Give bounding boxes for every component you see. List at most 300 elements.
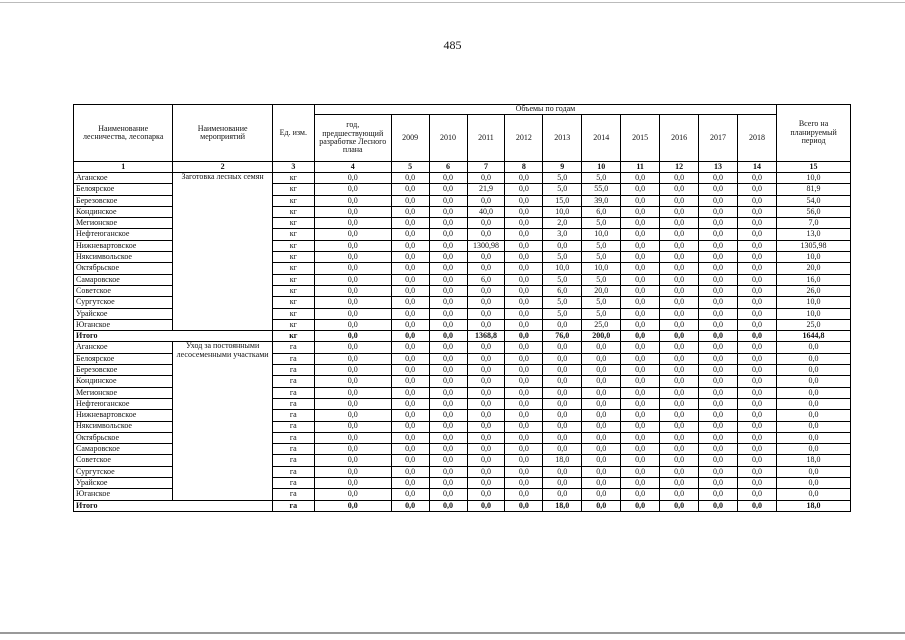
value-cell: 0,0	[467, 285, 505, 296]
header-volumes-by-year: Объемы по годам	[314, 105, 776, 115]
forestry-name: Нефтеюганское	[74, 398, 173, 409]
value-cell: 0,0	[314, 432, 391, 443]
value-cell: 0,0	[467, 444, 505, 455]
value-cell: 0,0	[391, 478, 429, 489]
value-cell: 0,0	[699, 444, 738, 455]
unit-cell: га	[272, 376, 314, 387]
unit-cell: кг	[272, 173, 314, 184]
header-year-2011: 2011	[467, 115, 505, 162]
forestry-name: Няксимвольское	[74, 421, 173, 432]
unit-cell: га	[272, 365, 314, 376]
value-cell: 0,0	[314, 410, 391, 421]
value-cell: 0,0	[738, 489, 777, 500]
column-number: 13	[699, 162, 738, 173]
forestry-name: Кондинское	[74, 376, 173, 387]
value-cell: 0,0	[660, 432, 699, 443]
header-year-2010: 2010	[429, 115, 467, 162]
value-cell: 0,0	[467, 398, 505, 409]
value-cell: 0,0	[391, 319, 429, 330]
unit-cell: кг	[272, 308, 314, 319]
value-cell: 0,0	[467, 478, 505, 489]
value-cell: 3,0	[543, 229, 582, 240]
value-cell: 0,0	[505, 263, 543, 274]
value-cell: 0,0	[699, 240, 738, 251]
forest-plan-table	[73, 104, 851, 512]
value-cell: 0,0	[621, 421, 660, 432]
value-cell: 0,0	[314, 342, 391, 353]
value-cell: 0,0	[738, 252, 777, 263]
value-cell: 0,0	[660, 387, 699, 398]
row-total-cell: 10,0	[777, 252, 851, 263]
value-cell: 0,0	[467, 263, 505, 274]
row-total-cell: 0,0	[777, 444, 851, 455]
value-cell: 0,0	[429, 218, 467, 229]
value-cell: 5,0	[543, 308, 582, 319]
value-cell: 6,0	[543, 285, 582, 296]
value-cell: 0,0	[699, 466, 738, 477]
value-cell: 0,0	[543, 319, 582, 330]
value-cell: 0,0	[314, 195, 391, 206]
unit-cell: кг	[272, 274, 314, 285]
unit-cell: кг	[272, 184, 314, 195]
value-cell: 0,0	[391, 432, 429, 443]
value-cell: 10,0	[543, 206, 582, 217]
value-cell: 0,0	[699, 478, 738, 489]
value-cell: 0,0	[738, 365, 777, 376]
column-number: 14	[738, 162, 777, 173]
value-cell: 0,0	[660, 297, 699, 308]
row-total-cell: 13,0	[777, 229, 851, 240]
value-cell: 0,0	[505, 297, 543, 308]
value-cell: 0,0	[505, 421, 543, 432]
forestry-name: Октябрьское	[74, 432, 173, 443]
value-cell: 0,0	[738, 500, 777, 511]
value-cell: 0,0	[391, 444, 429, 455]
value-cell: 0,0	[738, 319, 777, 330]
unit-cell: га	[272, 398, 314, 409]
value-cell: 0,0	[314, 274, 391, 285]
value-cell: 0,0	[582, 376, 621, 387]
value-cell: 0,0	[429, 206, 467, 217]
value-cell: 0,0	[699, 285, 738, 296]
value-cell: 0,0	[391, 421, 429, 432]
row-total-cell: 56,0	[777, 206, 851, 217]
value-cell: 0,0	[505, 342, 543, 353]
forestry-name: Аганское	[74, 342, 173, 353]
forestry-name: Нижневартовское	[74, 240, 173, 251]
value-cell: 10,0	[582, 263, 621, 274]
value-cell: 0,0	[582, 500, 621, 511]
value-cell: 0,0	[738, 455, 777, 466]
value-cell: 0,0	[738, 274, 777, 285]
value-cell: 0,0	[505, 274, 543, 285]
value-cell: 0,0	[621, 263, 660, 274]
value-cell: 0,0	[699, 342, 738, 353]
value-cell: 0,0	[621, 285, 660, 296]
value-cell: 0,0	[621, 410, 660, 421]
column-number: 9	[543, 162, 582, 173]
total-row	[74, 331, 851, 342]
value-cell: 0,0	[621, 195, 660, 206]
row-total-cell: 0,0	[777, 398, 851, 409]
value-cell: 0,0	[582, 444, 621, 455]
value-cell: 0,0	[621, 252, 660, 263]
value-cell: 0,0	[429, 252, 467, 263]
column-number: 7	[467, 162, 505, 173]
value-cell: 0,0	[660, 308, 699, 319]
value-cell: 0,0	[429, 285, 467, 296]
value-cell: 0,0	[467, 342, 505, 353]
header-year-2016: 2016	[660, 115, 699, 162]
value-cell: 0,0	[467, 365, 505, 376]
value-cell: 0,0	[621, 398, 660, 409]
value-cell: 0,0	[699, 398, 738, 409]
value-cell: 0,0	[543, 466, 582, 477]
value-cell: 0,0	[314, 206, 391, 217]
value-cell: 5,0	[582, 240, 621, 251]
value-cell: 0,0	[505, 252, 543, 263]
header-year-2015: 2015	[621, 115, 660, 162]
row-total-cell: 0,0	[777, 489, 851, 500]
value-cell: 0,0	[699, 353, 738, 364]
value-cell: 0,0	[699, 173, 738, 184]
header-activity: Наименование мероприятий	[173, 105, 272, 162]
value-cell: 0,0	[738, 432, 777, 443]
value-cell: 5,0	[543, 252, 582, 263]
value-cell: 0,0	[391, 410, 429, 421]
value-cell: 0,0	[429, 376, 467, 387]
forestry-name: Сургутское	[74, 297, 173, 308]
column-number: 3	[272, 162, 314, 173]
value-cell: 0,0	[429, 489, 467, 500]
value-cell: 0,0	[429, 421, 467, 432]
value-cell: 0,0	[660, 444, 699, 455]
value-cell: 0,0	[738, 240, 777, 251]
unit-cell: кг	[272, 252, 314, 263]
forestry-name: Нефтеюганское	[74, 229, 173, 240]
unit-cell: кг	[272, 285, 314, 296]
value-cell: 0,0	[314, 240, 391, 251]
unit-cell: га	[272, 387, 314, 398]
value-cell: 0,0	[543, 432, 582, 443]
unit-cell: га	[272, 444, 314, 455]
value-cell: 0,0	[582, 478, 621, 489]
value-cell: 0,0	[391, 252, 429, 263]
row-total-cell: 0,0	[777, 410, 851, 421]
row-total-cell: 0,0	[777, 478, 851, 489]
value-cell: 200,0	[582, 331, 621, 342]
value-cell: 0,0	[505, 478, 543, 489]
value-cell: 0,0	[429, 410, 467, 421]
value-cell: 40,0	[467, 206, 505, 217]
value-cell: 0,0	[621, 240, 660, 251]
value-cell: 0,0	[660, 184, 699, 195]
value-cell: 0,0	[699, 252, 738, 263]
value-cell: 0,0	[314, 331, 391, 342]
value-cell: 76,0	[543, 331, 582, 342]
value-cell: 0,0	[467, 500, 505, 511]
value-cell: 0,0	[543, 398, 582, 409]
value-cell: 0,0	[543, 240, 582, 251]
value-cell: 0,0	[391, 466, 429, 477]
unit-cell: кг	[272, 331, 314, 342]
value-cell: 0,0	[699, 308, 738, 319]
value-cell: 15,0	[543, 195, 582, 206]
value-cell: 0,0	[621, 308, 660, 319]
forestry-name: Березовское	[74, 365, 173, 376]
value-cell: 0,0	[314, 398, 391, 409]
value-cell: 0,0	[699, 184, 738, 195]
value-cell: 5,0	[582, 252, 621, 263]
header-year-2012: 2012	[505, 115, 543, 162]
value-cell: 0,0	[429, 297, 467, 308]
value-cell: 0,0	[621, 218, 660, 229]
value-cell: 0,0	[429, 387, 467, 398]
value-cell: 0,0	[314, 173, 391, 184]
unit-cell: га	[272, 421, 314, 432]
row-total-cell: 0,0	[777, 365, 851, 376]
value-cell: 0,0	[467, 353, 505, 364]
value-cell: 0,0	[738, 285, 777, 296]
value-cell: 0,0	[738, 410, 777, 421]
value-cell: 0,0	[505, 353, 543, 364]
value-cell: 0,0	[738, 398, 777, 409]
row-total-cell: 0,0	[777, 466, 851, 477]
unit-cell: га	[272, 466, 314, 477]
value-cell: 0,0	[391, 285, 429, 296]
forestry-name: Урайское	[74, 308, 173, 319]
value-cell: 0,0	[391, 331, 429, 342]
header-year-2017: 2017	[699, 115, 738, 162]
row-total-cell: 10,0	[777, 173, 851, 184]
value-cell: 0,0	[660, 195, 699, 206]
forestry-name: Самаровское	[74, 444, 173, 455]
value-cell: 0,0	[738, 308, 777, 319]
value-cell: 0,0	[699, 410, 738, 421]
value-cell: 0,0	[505, 308, 543, 319]
value-cell: 0,0	[429, 342, 467, 353]
value-cell: 0,0	[660, 206, 699, 217]
value-cell: 0,0	[505, 229, 543, 240]
total-label: Итого	[74, 331, 273, 342]
value-cell: 5,0	[543, 173, 582, 184]
value-cell: 0,0	[505, 500, 543, 511]
value-cell: 0,0	[391, 240, 429, 251]
value-cell: 25,0	[582, 319, 621, 330]
forestry-name: Урайское	[74, 478, 173, 489]
scan-edge-top	[0, 2, 905, 3]
value-cell: 0,0	[467, 466, 505, 477]
value-cell: 0,0	[699, 206, 738, 217]
value-cell: 0,0	[391, 387, 429, 398]
column-number: 10	[582, 162, 621, 173]
value-cell: 0,0	[429, 444, 467, 455]
forestry-name: Советское	[74, 285, 173, 296]
value-cell: 0,0	[467, 455, 505, 466]
value-cell: 0,0	[699, 229, 738, 240]
value-cell: 0,0	[391, 500, 429, 511]
value-cell: 21,9	[467, 184, 505, 195]
forestry-name: Юганское	[74, 319, 173, 330]
value-cell: 0,0	[699, 195, 738, 206]
value-cell: 0,0	[391, 489, 429, 500]
value-cell: 0,0	[699, 365, 738, 376]
value-cell: 0,0	[621, 489, 660, 500]
value-cell: 0,0	[314, 252, 391, 263]
value-cell: 0,0	[738, 444, 777, 455]
value-cell: 0,0	[429, 455, 467, 466]
row-total-cell: 18,0	[777, 455, 851, 466]
value-cell: 0,0	[391, 308, 429, 319]
value-cell: 0,0	[391, 173, 429, 184]
value-cell: 0,0	[621, 353, 660, 364]
value-cell: 0,0	[314, 218, 391, 229]
unit-cell: кг	[272, 240, 314, 251]
row-total-cell: 10,0	[777, 308, 851, 319]
value-cell: 0,0	[391, 376, 429, 387]
value-cell: 0,0	[429, 319, 467, 330]
value-cell: 20,0	[582, 285, 621, 296]
value-cell: 0,0	[391, 263, 429, 274]
value-cell: 6,0	[467, 274, 505, 285]
value-cell: 0,0	[314, 444, 391, 455]
value-cell: 0,0	[505, 466, 543, 477]
value-cell: 0,0	[429, 184, 467, 195]
value-cell: 0,0	[391, 455, 429, 466]
value-cell: 0,0	[314, 365, 391, 376]
value-cell: 0,0	[429, 432, 467, 443]
value-cell: 0,0	[660, 478, 699, 489]
unit-cell: га	[272, 342, 314, 353]
value-cell: 0,0	[314, 353, 391, 364]
value-cell: 0,0	[505, 398, 543, 409]
value-cell: 0,0	[582, 455, 621, 466]
column-number: 11	[621, 162, 660, 173]
value-cell: 0,0	[621, 387, 660, 398]
value-cell: 0,0	[660, 331, 699, 342]
value-cell: 0,0	[429, 195, 467, 206]
header-year-2014: 2014	[582, 115, 621, 162]
unit-cell: га	[272, 478, 314, 489]
value-cell: 0,0	[467, 387, 505, 398]
unit-cell: га	[272, 432, 314, 443]
value-cell: 0,0	[543, 489, 582, 500]
value-cell: 0,0	[582, 421, 621, 432]
value-cell: 0,0	[699, 376, 738, 387]
forestry-name: Кондинское	[74, 206, 173, 217]
row-total-cell: 7,0	[777, 218, 851, 229]
value-cell: 0,0	[699, 331, 738, 342]
value-cell: 0,0	[314, 376, 391, 387]
value-cell: 1368,8	[467, 331, 505, 342]
value-cell: 0,0	[660, 489, 699, 500]
header-unit: Ед. изм.	[272, 105, 314, 162]
value-cell: 0,0	[467, 173, 505, 184]
value-cell: 0,0	[660, 319, 699, 330]
value-cell: 0,0	[699, 421, 738, 432]
value-cell: 0,0	[621, 173, 660, 184]
value-cell: 0,0	[467, 319, 505, 330]
value-cell: 0,0	[660, 274, 699, 285]
row-total-cell: 25,0	[777, 319, 851, 330]
value-cell: 18,0	[543, 455, 582, 466]
row-total-cell: 0,0	[777, 376, 851, 387]
value-cell: 0,0	[621, 500, 660, 511]
value-cell: 0,0	[314, 184, 391, 195]
value-cell: 0,0	[621, 444, 660, 455]
value-cell: 18,0	[543, 500, 582, 511]
value-cell: 0,0	[429, 308, 467, 319]
value-cell: 0,0	[699, 432, 738, 443]
forestry-name: Мегионское	[74, 387, 173, 398]
forestry-name: Самаровское	[74, 274, 173, 285]
value-cell: 0,0	[505, 319, 543, 330]
header-total: Всего на планируемый период	[777, 105, 851, 162]
value-cell: 5,0	[582, 173, 621, 184]
value-cell: 0,0	[621, 432, 660, 443]
value-cell: 0,0	[699, 387, 738, 398]
value-cell: 0,0	[391, 195, 429, 206]
value-cell: 0,0	[429, 466, 467, 477]
value-cell: 0,0	[738, 376, 777, 387]
value-cell: 0,0	[543, 478, 582, 489]
value-cell: 0,0	[505, 387, 543, 398]
row-total-cell: 0,0	[777, 387, 851, 398]
value-cell: 0,0	[543, 387, 582, 398]
unit-cell: кг	[272, 319, 314, 330]
unit-cell: га	[272, 500, 314, 511]
value-cell: 0,0	[467, 489, 505, 500]
value-cell: 0,0	[660, 173, 699, 184]
value-cell: 0,0	[505, 184, 543, 195]
value-cell: 0,0	[314, 308, 391, 319]
value-cell: 0,0	[543, 421, 582, 432]
value-cell: 0,0	[314, 263, 391, 274]
value-cell: 2,0	[543, 218, 582, 229]
total-row	[74, 500, 851, 511]
value-cell: 0,0	[582, 489, 621, 500]
header-year-2009: 2009	[391, 115, 429, 162]
value-cell: 10,0	[582, 229, 621, 240]
value-cell: 0,0	[543, 410, 582, 421]
value-cell: 1300,98	[467, 240, 505, 251]
value-cell: 0,0	[738, 478, 777, 489]
value-cell: 0,0	[467, 432, 505, 443]
value-cell: 0,0	[582, 398, 621, 409]
unit-cell: га	[272, 489, 314, 500]
value-cell: 0,0	[582, 432, 621, 443]
value-cell: 0,0	[314, 489, 391, 500]
value-cell: 0,0	[621, 331, 660, 342]
value-cell: 0,0	[582, 353, 621, 364]
value-cell: 5,0	[543, 274, 582, 285]
value-cell: 0,0	[314, 421, 391, 432]
value-cell: 0,0	[660, 252, 699, 263]
value-cell: 0,0	[314, 297, 391, 308]
value-cell: 0,0	[391, 365, 429, 376]
value-cell: 0,0	[738, 421, 777, 432]
value-cell: 0,0	[429, 478, 467, 489]
grand-total-cell: 1644,8	[777, 331, 851, 342]
value-cell: 0,0	[738, 195, 777, 206]
value-cell: 0,0	[505, 432, 543, 443]
value-cell: 0,0	[314, 229, 391, 240]
value-cell: 0,0	[391, 229, 429, 240]
value-cell: 0,0	[314, 500, 391, 511]
forestry-name: Аганское	[74, 173, 173, 184]
value-cell: 0,0	[582, 342, 621, 353]
value-cell: 0,0	[660, 376, 699, 387]
